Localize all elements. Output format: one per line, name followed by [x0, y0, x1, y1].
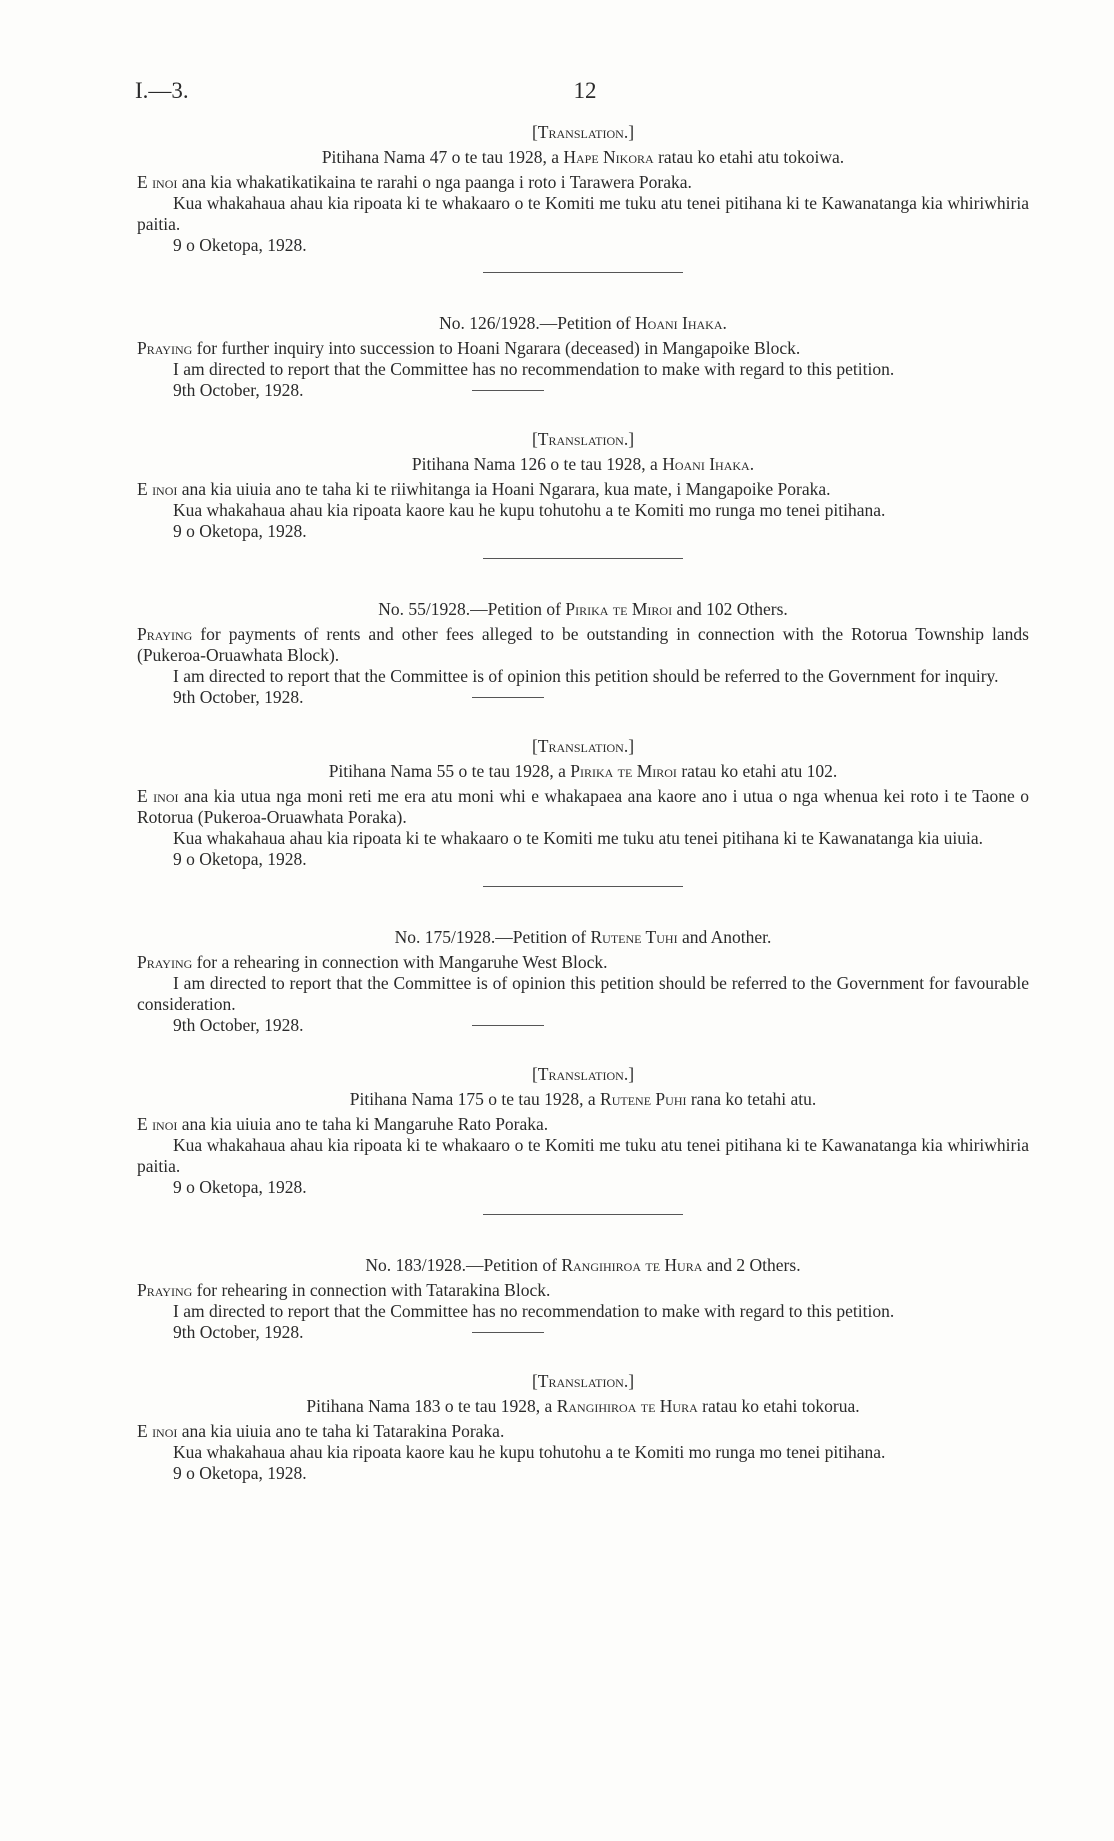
translation-heading: [Translation.]	[531, 122, 635, 142]
committee-report: I am directed to report that the Committee is of opinion this petition should be referred to the Government for favourable consideration.	[137, 973, 1029, 1014]
petition-title: Pitihana Nama 55 o te tau 1928, a Pirika te Miroi ratau ko etahi atu 102.	[328, 761, 838, 781]
document-body	[137, 118, 1029, 1484]
translation-heading: [Translation.]	[531, 1371, 635, 1391]
petition-prayer: E inoi ana kia whakatikatikaina te rarahi o nga paanga i roto i Tarawera Poraka.	[137, 172, 692, 192]
petition-block	[137, 1255, 1029, 1343]
petition-prayer: Praying for further inquiry into succession to Hoani Ngarara (deceased) in Mangapoike Block.	[137, 338, 801, 358]
petition-prayer: Praying for payments of rents and other fees alleged to be outstanding in connection with the Rotorua Township lands (Pukeroa-Oruawhata Block).	[137, 624, 1029, 665]
committee-report: Kua whakahaua ahau kia ripoata ki te whakaaro o te Komiti me tuku atu tenei pitihana ki te Kawanatanga kia uiuia.	[173, 828, 984, 848]
petition-prayer: E inoi ana kia uiuia ano te taha ki te riiwhitanga ia Hoani Ngarara, kua mate, i Mangapoike Poraka.	[137, 479, 831, 499]
short-divider	[472, 1332, 544, 1333]
short-divider	[472, 697, 544, 698]
report-date: 9 o Oketopa, 1928.	[173, 235, 307, 255]
committee-report: Kua whakahaua ahau kia ripoata kaore kau he kupu tohutohu a te Komiti mo runga mo tenei pitihana.	[173, 500, 886, 520]
report-date: 9th October, 1928.	[173, 380, 304, 400]
section-divider	[483, 886, 683, 887]
petition-prayer: E inoi ana kia uiuia ano te taha ki Mangaruhe Rato Poraka.	[137, 1114, 549, 1134]
report-date: 9 o Oketopa, 1928.	[173, 521, 307, 541]
section-divider	[483, 1214, 683, 1215]
petition-prayer: Praying for a rehearing in connection with Mangaruhe West Block.	[137, 952, 608, 972]
petition-title: Pitihana Nama 175 o te tau 1928, a Rutene Puhi rana ko tetahi atu.	[349, 1089, 817, 1109]
translation-block	[137, 1064, 1029, 1198]
petition-title: No. 183/1928.—Petition of Rangihiroa te Hura and 2 Others.	[365, 1255, 801, 1275]
page-number: 12	[573, 78, 597, 103]
committee-report: Kua whakahaua ahau kia ripoata ki te whakaaro o te Komiti me tuku atu tenei pitihana ki te Kawanatanga kia whiriwhiria paitia.	[137, 193, 1029, 234]
report-date: 9th October, 1928.	[173, 1322, 304, 1342]
report-date: 9 o Oketopa, 1928.	[173, 1177, 307, 1197]
translation-block	[137, 736, 1029, 870]
petition-block	[137, 927, 1029, 1036]
petition-title: Pitihana Nama 183 o te tau 1928, a Rangihiroa te Hura ratau ko etahi tokorua.	[306, 1396, 860, 1416]
petition-title: No. 175/1928.—Petition of Rutene Tuhi and Another.	[394, 927, 772, 947]
translation-block	[137, 429, 1029, 542]
report-date: 9th October, 1928.	[173, 1015, 304, 1035]
petition-title: No. 55/1928.—Petition of Pirika te Miroi and 102 Others.	[378, 599, 788, 619]
committee-report: I am directed to report that the Committee is of opinion this petition should be referred to the Government for inquiry.	[173, 666, 999, 686]
page-header	[0, 78, 1114, 108]
translation-heading: [Translation.]	[531, 1064, 635, 1084]
committee-report: Kua whakahaua ahau kia ripoata ki te whakaaro o te Komiti me tuku atu tenei pitihana ki te Kawanatanga kia whiriwhiria paitia.	[137, 1135, 1029, 1176]
petition-prayer: E inoi ana kia utua nga moni reti me era atu moni whi e whakapaea ana kaore ano i utua o nga whenua kei roto i te Taone o Rotorua (Pukeroa-Oruawhata Poraka).	[137, 786, 1029, 827]
petition-title: No. 126/1928.—Petition of Hoani Ihaka.	[439, 313, 727, 333]
petition-block	[137, 313, 1029, 401]
short-divider	[472, 1025, 544, 1026]
translation-heading: [Translation.]	[531, 736, 635, 756]
translation-block	[137, 122, 1029, 256]
petition-title: Pitihana Nama 126 o te tau 1928, a Hoani Ihaka.	[411, 454, 755, 474]
section-divider	[483, 558, 683, 559]
committee-report: Kua whakahaua ahau kia ripoata kaore kau he kupu tohutohu a te Komiti mo runga mo tenei pitihana.	[173, 1442, 886, 1462]
translation-block	[137, 1371, 1029, 1484]
petition-prayer: Praying for rehearing in connection with Tatarakina Block.	[137, 1280, 551, 1300]
section-reference: I.—3.	[135, 78, 189, 103]
translation-heading: [Translation.]	[531, 429, 635, 449]
report-date: 9th October, 1928.	[173, 687, 304, 707]
petition-prayer: E inoi ana kia uiuia ano te taha ki Tatarakina Poraka.	[137, 1421, 505, 1441]
short-divider	[472, 390, 544, 391]
petition-block	[137, 599, 1029, 708]
section-divider	[483, 272, 683, 273]
committee-report: I am directed to report that the Committee has no recommendation to make with regard to this petition.	[173, 359, 895, 379]
report-date: 9 o Oketopa, 1928.	[173, 849, 307, 869]
committee-report: I am directed to report that the Committee has no recommendation to make with regard to this petition.	[173, 1301, 895, 1321]
report-date: 9 o Oketopa, 1928.	[173, 1463, 307, 1483]
petition-title: Pitihana Nama 47 o te tau 1928, a Hape Nikora ratau ko etahi atu tokoiwa.	[321, 147, 845, 167]
